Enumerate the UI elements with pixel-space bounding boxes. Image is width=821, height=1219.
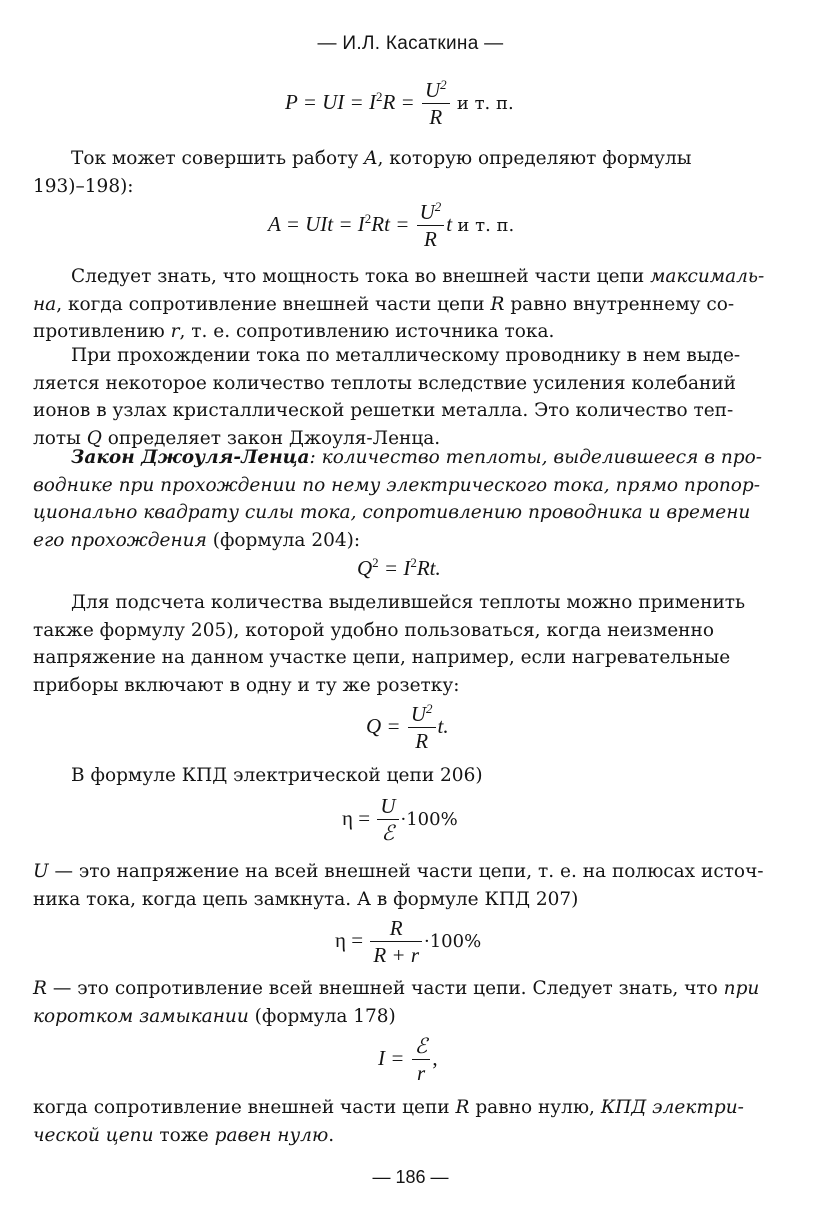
formula-short-circuit: I = $\frac{\text{ℰ}}{r}$ , [378,1034,438,1085]
running-header: — И.Л. Касаткина — [317,33,504,54]
paragraph-short-circuit: когда сопротивление внешней части цепи R равно нулю, КПД электри- ческой цепи тоже равен нулю. [33,1097,744,1146]
formula-efficiency-voltage: η = $\frac{U}{\text{ℰ}}$ ·100% [342,794,458,845]
formula-power: P = UI = $I^2R$ = $\frac{U^2}{R}$ и т. п. [285,77,514,129]
paragraph-work: Ток может совершить работу A, которую определяют формулы 193)–198): [33,148,692,197]
paragraph-heat: При прохождении тока по металлическому проводнику в нем выде- ляется некоторое количество теплоты вследствие усиления колебаний ионов в узлах кристаллической решетки металла. Это количество теп- лоты Q определяет закон Джоуля-Ленца. [33,345,741,449]
formula-work: A = UIt = $I^2Rt$ = $\frac{U^2}{R}$ t и т. п. [268,199,515,251]
paragraph-resistance-definition: R — это сопротивление всей внешней части цепи. Следует знать, что при коротком замыкании (формула 178) [33,978,760,1027]
paragraph-voltage-definition: U — это напряжение на всей внешней части цепи, т. е. на полюсах источ- ника тока, когда цепь замкнута. А в формуле КПД 207) [33,861,764,910]
page-number: — 186 — [372,1167,449,1187]
paragraph-max-power: Следует знать, что мощность тока во внешней части цепи максималь- на, когда сопротивление внешней части цепи R равно внутреннему со- противлению r, т. е. сопротивлению источника тока. [33,266,765,342]
paragraph-efficiency: В формуле КПД электрической цепи 206) [71,765,483,786]
paragraph-joule-lenz-law: Закон Джоуля-Ленца: количество теплоты, выделившееся в про- воднике при прохождении по нему электрического тока, прямо пропор- ционально квадрату силы тока, сопротивлению проводника и времени его прохождения (формула 204): [33,447,763,551]
formula-heat-voltage: Q = $\frac{U^2}{R}$ t. [366,701,449,753]
formula-joule-lenz: $Q^2 = I^2Rt$. [357,555,441,580]
formula-efficiency-resistance: η = $\frac{R}{R + r}$ ·100% [335,916,482,967]
paragraph-heat-formula: Для подсчета количества выделившейся теплоты можно применить также формулу 205), которой удобно пользоваться, когда неизменно напряжение на данном участке цепи, например, если нагревательные приборы включают в одну и ту же розетку: [33,592,746,696]
